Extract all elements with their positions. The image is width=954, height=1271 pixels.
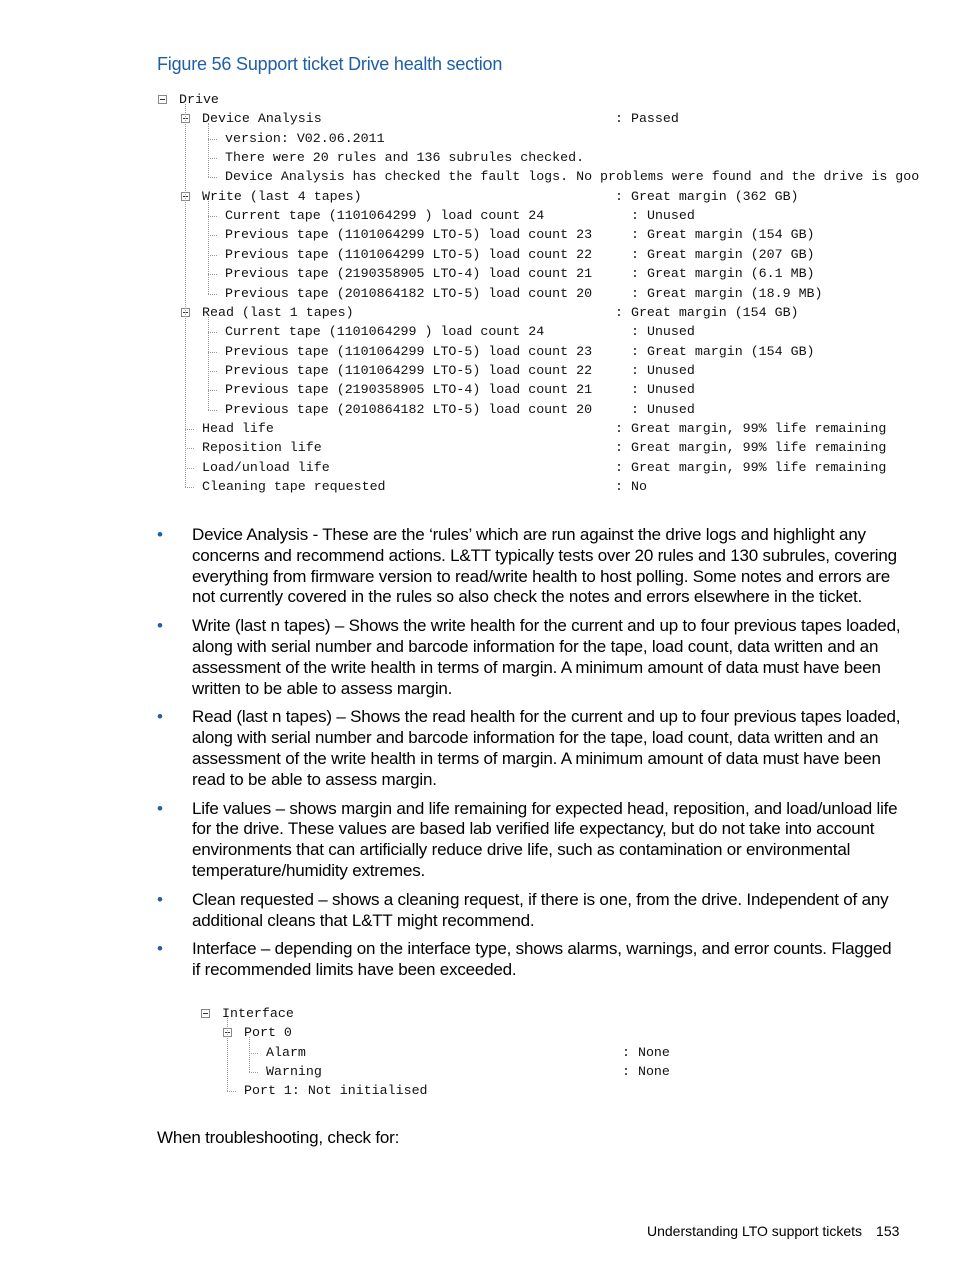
bullet-item [157, 707, 902, 790]
tree-value: : None [622, 1044, 670, 1060]
tree-guide [227, 1018, 228, 1091]
tree-label: Device Analysis has checked the fault logs. No problems were found and the drive is goo [225, 169, 920, 185]
tree-value: : Great margin (18.9 MB) [631, 285, 823, 301]
tree-label: Alarm [266, 1044, 306, 1060]
tree-value: : Great margin (154 GB) [615, 304, 799, 320]
tree-row [225, 167, 919, 186]
tree-value: : Great margin (154 GB) [631, 227, 815, 243]
bullet-item [157, 616, 902, 699]
footer-title: Understanding LTO support tickets [647, 1223, 863, 1239]
tree-row [266, 1043, 670, 1062]
tree-row [225, 342, 815, 361]
tree-label: Load/unload life [202, 459, 330, 475]
tree-row [225, 245, 815, 264]
tree-connector [249, 1072, 258, 1073]
bullet-text: Read (last n tapes) – Shows the read health for the current and up to four previous tapes loaded, along with serial number and barcode information for the tape, load count, data written and an assessment of the write health in terms of margin. A minimum amount of data must have been read to be able to assess margin. [192, 707, 901, 789]
bullet-icon: • [157, 616, 163, 636]
tree-guide [185, 104, 186, 487]
tree-label: Current tape (1101064299 ) load count 24 [225, 208, 545, 224]
tree-value: : Great margin (154 GB) [631, 343, 815, 359]
drive-health-tree [0, 0, 954, 510]
tree-value: : Great margin (6.1 MB) [631, 266, 815, 282]
tree-value: : None [622, 1064, 670, 1080]
tree-label: There were 20 rules and 136 subrules checked. [225, 150, 585, 166]
page-footer [647, 1223, 899, 1239]
tree-connector [249, 1053, 258, 1054]
tree-connector [208, 390, 217, 391]
tree-row [225, 206, 695, 225]
tree-value: : Great margin (362 GB) [615, 188, 799, 204]
tree-connector [185, 429, 194, 430]
tree-row [225, 400, 695, 419]
tree-connector [208, 352, 217, 353]
tree-row [202, 419, 887, 438]
tree-connector [208, 177, 217, 178]
tree-row [202, 458, 887, 477]
bullet-icon: • [157, 525, 163, 544]
tree-guide [249, 1037, 250, 1072]
tree-value: : Unused [631, 401, 695, 417]
tree-label: Read (last 1 tapes) [202, 304, 354, 320]
tree-connector [208, 158, 217, 159]
tree-connector [227, 1091, 236, 1092]
tree-value: : No [615, 479, 647, 494]
tree-label: Port 1: Not initialised [244, 1083, 428, 1099]
tree-row [202, 477, 647, 496]
bullet-item [157, 525, 902, 608]
tree-guide [208, 317, 209, 410]
tree-label: Write (last 4 tapes) [202, 188, 362, 204]
explanation-list [157, 525, 902, 989]
tree-value: : Great margin (207 GB) [631, 246, 815, 262]
bullet-icon: • [157, 707, 163, 727]
tree-row [202, 187, 799, 206]
tree-label: Current tape (1101064299 ) load count 24 [225, 324, 545, 340]
tree-label: Previous tape (2190358905 LTO-4) load count 21 [225, 266, 593, 282]
tree-row [202, 303, 799, 322]
tree-label: Head life [202, 420, 274, 436]
closing-paragraph: When troubleshooting, check for: [157, 1128, 400, 1147]
tree-value: : Unused [631, 362, 695, 378]
tree-label: Previous tape (2010864182 LTO-5) load count 20 [225, 401, 593, 417]
bullet-text: Interface – depending on the interface type, shows alarms, warnings, and error counts. Flagged if recommended limits have been exceeded. [192, 939, 892, 980]
tree-row [225, 322, 695, 341]
tree-label: Previous tape (1101064299 LTO-5) load count 22 [225, 362, 593, 378]
tree-row [222, 1004, 294, 1023]
tree-connector [208, 235, 217, 236]
tree-label: Drive [179, 92, 219, 107]
tree-row [225, 284, 823, 303]
tree-label: Reposition life [202, 440, 322, 456]
tree-label: Previous tape (2010864182 LTO-5) load count 20 [225, 285, 593, 301]
tree-row [225, 148, 584, 167]
bullet-icon: • [157, 939, 163, 959]
bullet-item [157, 890, 902, 932]
figure-caption: Figure 56 Support ticket Drive health section [157, 54, 503, 74]
tree-connector [208, 139, 217, 140]
tree-connector [208, 255, 217, 256]
tree-value: : Unused [631, 324, 695, 340]
tree-connector [185, 468, 194, 469]
tree-row [266, 1062, 670, 1081]
tree-value: : Great margin, 99% life remaining [615, 420, 887, 436]
tree-connector [208, 371, 217, 372]
bullet-text: Clean requested – shows a cleaning request, if there is one, from the drive. Independent of any additional cleans that L&TT might recommend. [192, 889, 889, 930]
tree-connector [208, 294, 217, 295]
tree-connector [208, 410, 217, 411]
tree-label: Device Analysis [202, 111, 322, 127]
bullet-item [157, 799, 902, 882]
tree-guide [208, 201, 209, 294]
tree-value: : Great margin, 99% life remaining [615, 440, 887, 456]
tree-connector [185, 448, 194, 449]
tree-label: Previous tape (1101064299 LTO-5) load count 23 [225, 227, 593, 243]
tree-connector [208, 216, 217, 217]
tree-row [225, 129, 385, 148]
tree-row [244, 1081, 428, 1100]
tree-row [244, 1023, 292, 1042]
tree-value: : Unused [631, 208, 695, 224]
tree-label: Warning [266, 1064, 322, 1080]
bullet-item [157, 939, 902, 981]
bullet-text: Write (last n tapes) – Shows the write health for the current and up to four previous tapes loaded, along with serial number and barcode information for the tape, load count, data written and an assessment of the write health in terms of margin. A minimum amount of data must have been written to be able to assess margin. [192, 616, 901, 698]
tree-label: version: V02.06.2011 [225, 130, 385, 146]
page-number: 153 [876, 1223, 900, 1239]
tree-row [202, 438, 887, 457]
collapse-icon[interactable] [158, 95, 167, 104]
tree-row [225, 264, 815, 283]
bullet-text: Device Analysis - These are the ‘rules’ which are run against the drive logs and highlight any concerns and recommend actions. L&TT typically tests over 20 rules and 130 subrules, covering everything from firmware version to read/write health to host polling. Some notes and errors are not currently covered in the rules so also check the notes and errors elsewhere in the ticket. [192, 525, 897, 607]
tree-value: : Passed [615, 111, 679, 127]
tree-connector [208, 332, 217, 333]
tree-row [225, 380, 695, 399]
tree-label: Previous tape (2190358905 LTO-4) load count 21 [225, 382, 593, 398]
tree-row [202, 109, 679, 128]
bullet-icon: • [157, 798, 163, 818]
bullet-text: Life values – shows margin and life remaining for expected head, reposition, and load/unload life for the drive. These values are based lab verified life expectancy, but do not take into account environments that can artificially reduce drive life, such as contamination or environmental temperature/humidity extremes. [192, 798, 898, 880]
collapse-icon[interactable] [201, 1009, 210, 1018]
tree-label: Port 0 [244, 1025, 292, 1041]
tree-value: : Unused [631, 382, 695, 398]
tree-label: Cleaning tape requested [202, 479, 386, 494]
tree-row [225, 361, 695, 380]
tree-label: Interface [222, 1006, 294, 1021]
tree-connector [185, 487, 194, 488]
tree-label: Previous tape (1101064299 LTO-5) load count 23 [225, 343, 593, 359]
tree-guide [208, 123, 209, 177]
tree-value: : Great margin, 99% life remaining [615, 459, 887, 475]
tree-row [225, 225, 815, 244]
tree-connector [208, 274, 217, 275]
tree-label: Previous tape (1101064299 LTO-5) load count 22 [225, 246, 593, 262]
bullet-icon: • [157, 889, 163, 909]
